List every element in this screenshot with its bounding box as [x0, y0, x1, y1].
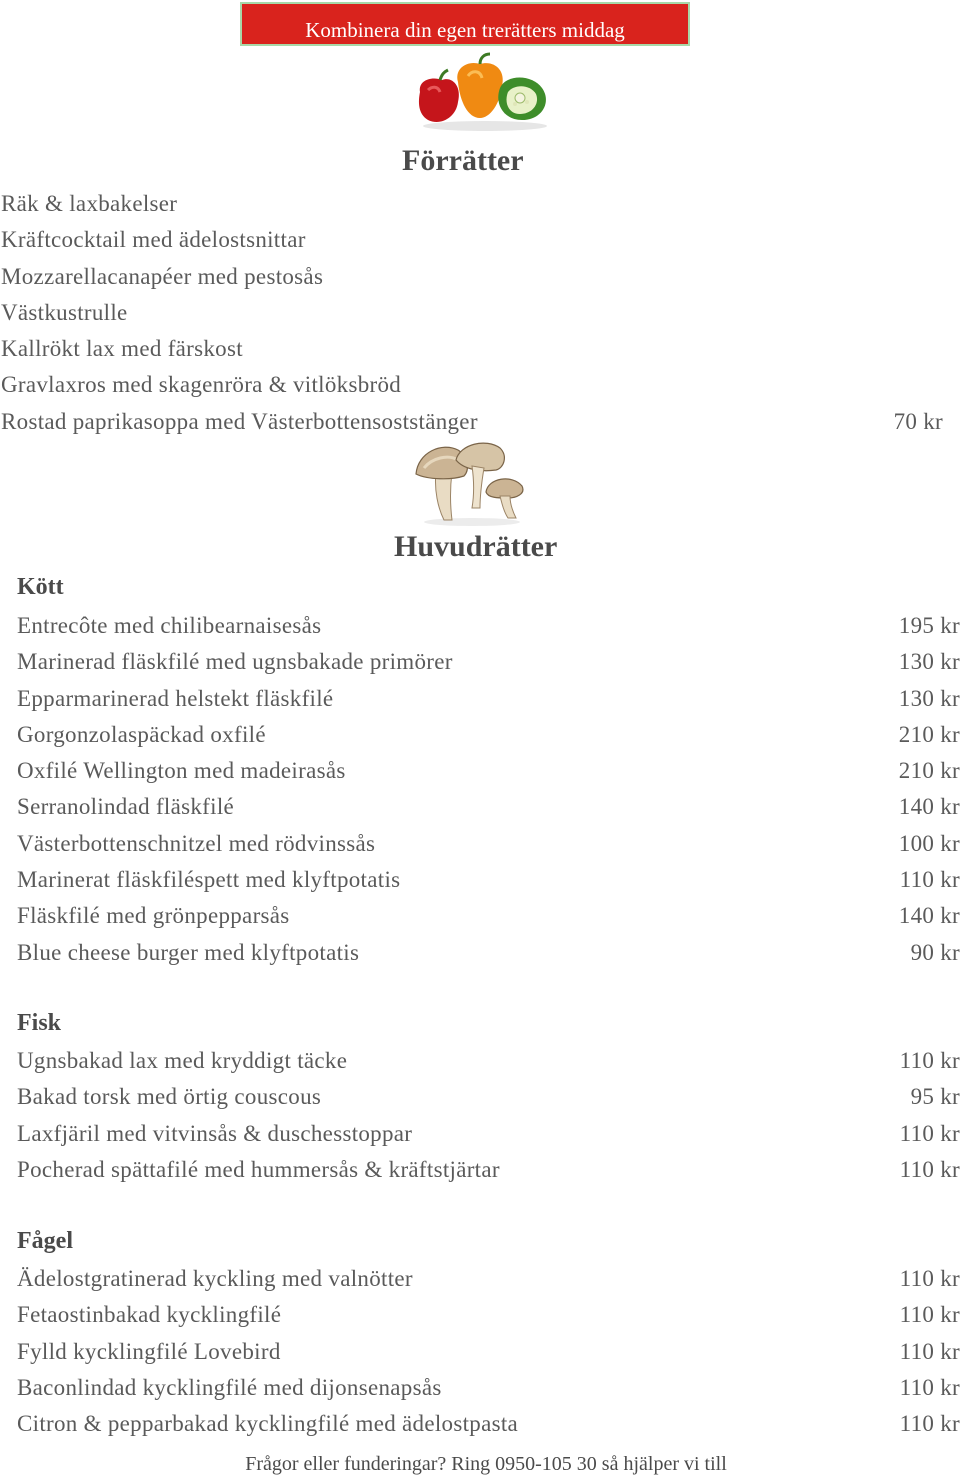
menu-item-price: 130 kr	[898, 649, 960, 675]
poultry-list	[17, 1261, 960, 1442]
menu-item	[1, 186, 943, 222]
mains-title: Huvudrätter	[394, 530, 558, 563]
menu-item	[17, 1297, 960, 1333]
menu-item-price: 95 kr	[910, 1084, 960, 1110]
poultry-heading: Fågel	[17, 1228, 73, 1254]
menu-item-name: Ugnsbakad lax med kryddigt täcke	[17, 1048, 348, 1073]
menu-item	[17, 1370, 960, 1406]
menu-item	[17, 717, 960, 753]
meat-list	[17, 608, 960, 971]
menu-item-name: Västkustrulle	[1, 299, 128, 325]
menu-item	[1, 331, 943, 367]
fish-heading: Fisk	[17, 1010, 62, 1036]
menu-item-price: 110 kr	[899, 1374, 960, 1400]
footer-contact: Frågor eller funderingar? Ring 0950-105 30 så hjälper vi till	[245, 1453, 727, 1475]
starters-list	[1, 186, 943, 440]
menu-item	[1, 295, 943, 331]
menu-item-name: Kallrökt lax med färskost	[1, 336, 243, 362]
menu-item-price: 110 kr	[899, 1411, 960, 1437]
menu-item	[17, 1334, 960, 1370]
menu-item	[17, 1116, 960, 1152]
menu-item	[17, 898, 960, 934]
menu-item-name: Fetaostinbakad kycklingfilé	[17, 1302, 282, 1328]
menu-item-name: Fylld kycklingfilé Lovebird	[17, 1338, 281, 1364]
menu-item-price: 140 kr	[898, 794, 960, 820]
menu-item	[17, 644, 960, 680]
meat-heading: Kött	[17, 574, 64, 600]
menu-item-name: Gorgonzolaspäckad oxfilé	[17, 721, 266, 747]
menu-item-name: Baconlindad kycklingfilé med dijonsenapsås	[17, 1374, 442, 1400]
menu-item-name: Ädelostgratinerad kyckling med valnötter	[17, 1266, 413, 1291]
menu-item	[17, 1261, 960, 1297]
starters-title: Förrätter	[402, 144, 524, 177]
menu-item-price: 110 kr	[899, 1156, 960, 1182]
menu-item-name: Serranolindad fläskfilé	[17, 794, 235, 820]
menu-item-price: 100 kr	[898, 830, 960, 856]
menu-item	[17, 681, 960, 717]
menu-item	[1, 259, 943, 295]
menu-item-name: Epparmarinerad helstekt fläskfilé	[17, 685, 334, 711]
menu-item-name: Gravlaxros med skagenröra & vitlöksbröd	[1, 372, 402, 398]
menu-item-price: 110 kr	[899, 867, 960, 893]
menu-item	[17, 608, 960, 644]
menu-item	[17, 753, 960, 789]
menu-item	[1, 404, 943, 440]
menu-item-name: Räk & laxbakelser	[1, 191, 178, 216]
menu-item-name: Kräftcocktail med ädelostsnittar	[1, 227, 306, 253]
menu-banner	[240, 2, 690, 46]
menu-item	[17, 1043, 960, 1079]
menu-item	[17, 935, 960, 971]
menu-item	[1, 367, 943, 403]
banner-title: Kombinera din egen trerätters middag	[305, 18, 625, 42]
menu-item-name: Bakad torsk med örtig couscous	[17, 1084, 322, 1110]
menu-item-name: Pocherad spättafilé med hummersås & kräftstjärtar	[17, 1156, 500, 1182]
menu-item-name: Marinerat fläskfiléspett med klyftpotatis	[17, 867, 401, 893]
menu-item	[1, 222, 943, 258]
bell-peppers-icon	[410, 52, 560, 134]
menu-item-price: 110 kr	[899, 1048, 960, 1073]
menu-item-price: 110 kr	[899, 1338, 960, 1364]
menu-item-price: 130 kr	[898, 685, 960, 711]
menu-item-name: Oxfilé Wellington med madeirasås	[17, 758, 346, 784]
menu-item	[17, 1079, 960, 1115]
menu-item-price: 110 kr	[899, 1266, 960, 1291]
menu-item	[17, 1152, 960, 1188]
menu-item-name: Rostad paprikasoppa med Västerbottensoststänger	[1, 408, 478, 434]
menu-item	[17, 862, 960, 898]
menu-item-name: Mozzarellacanapéer med pestosås	[1, 263, 324, 289]
menu-item-name: Laxfjäril med vitvinsås & duschesstoppar	[17, 1120, 413, 1146]
menu-item-name: Blue cheese burger med klyftpotatis	[17, 939, 360, 965]
menu-item-price: 70 kr	[893, 408, 943, 434]
menu-item-price: 210 kr	[898, 758, 960, 784]
menu-item	[17, 826, 960, 862]
menu-item-name: Marinerad fläskfilé med ugnsbakade primörer	[17, 649, 453, 675]
menu-item-price: 210 kr	[898, 721, 960, 747]
menu-item-name: Entrecôte med chilibearnaisesås	[17, 613, 322, 638]
menu-item-price: 90 kr	[910, 939, 960, 965]
menu-item	[17, 789, 960, 825]
menu-item-price: 195 kr	[898, 613, 960, 638]
menu-item-price: 110 kr	[899, 1120, 960, 1146]
mushrooms-icon	[412, 438, 532, 528]
menu-item-name: Västerbottenschnitzel med rödvinssås	[17, 830, 376, 856]
menu-item-price: 140 kr	[898, 903, 960, 929]
menu-item-name: Fläskfilé med grönpepparsås	[17, 903, 290, 929]
menu-item-price: 110 kr	[899, 1302, 960, 1328]
menu-item	[17, 1406, 960, 1442]
menu-item-name: Citron & pepparbakad kycklingfilé med ädelostpasta	[17, 1411, 519, 1437]
fish-list	[17, 1043, 960, 1188]
